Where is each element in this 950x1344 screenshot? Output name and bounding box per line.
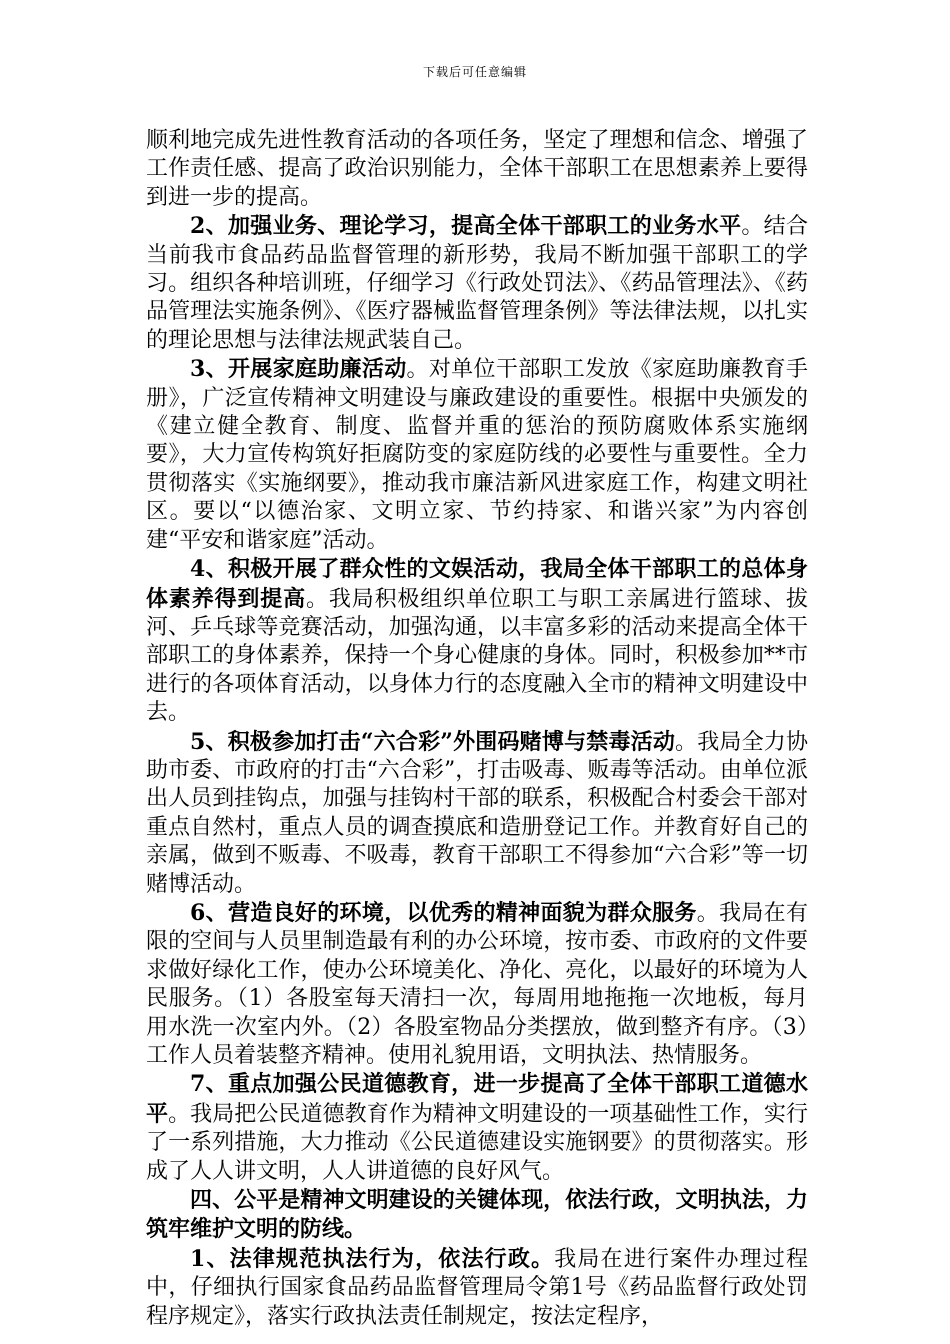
- page-header: 下载后可任意编辑: [422, 65, 527, 79]
- paragraph-5-lead: 5、积极参加打击“六合彩”外围码赌博与禁毒活动: [190, 728, 676, 755]
- section-heading-4-lead: 四、公平是精神文明建设的关键体现，依法行政，文明执法，力筑牢维护文明的防线。: [146, 1187, 808, 1243]
- paragraph-7: [146, 1070, 808, 1186]
- document-body: [146, 126, 808, 1331]
- section-heading-4: [146, 1186, 808, 1245]
- paragraph-7-lead: 7、重点加强公民道德教育，进一步提高了全体干部职工道德水平: [146, 1071, 808, 1127]
- paragraph-6-lead: 6、营造良好的环境，以优秀的精神面貌为群众服务: [190, 899, 697, 926]
- paragraph-3-text: 。对单位干部职工发放《家庭助廉教育手册》，广泛宣传精神文明建设与廉政建设的重要性。根据中央颁发的《建立健全教育、制度、监督并重的惩治的预防腐败体系实施纲要》，大力宣传构筑好拒腐防变的家庭防线的必要性与重要性。全力贯彻落实《实施纲要》，推动我市廉洁新风进家庭工作，构建文明社区。要以“以德治家、文明立家、节约持家、和谐兴家”为内容创建“平安和谐家庭”活动。: [146, 357, 808, 553]
- paragraph-4-text: 。我局积极组织单位职工与职工亲属进行篮球、拔河、乒乓球等竞赛活动，加强沟通，以丰富多彩的活动来提高全体干部职工的身体素养，保持一个身心健康的身体。同时，积极参加**市进行的各项体育活动，以身体力行的态度融入全市的精神文明建设中去。: [146, 586, 808, 726]
- paragraph-8: [146, 1245, 808, 1331]
- paragraph-2-lead: 2、加强业务、理论学习，提高全体干部职工的业务水平: [190, 213, 742, 240]
- paragraph-6-text: 。我局在有限的空间与人员里制造最有利的办公环境，按市委、市政府的文件要求做好绿化工作，使办公环境美化、净化、亮化，以最好的环境为人民服务。（1）各股室每天清扫一次，每周用地拖拖一次地板，每月用水洗一次室内外。（2）各股室物品分类摆放，做到整齐有序。（3）工作人员着装整齐精神。使用礼貌用语，文明执法、热情服务。: [146, 900, 808, 1068]
- paragraph-3: [146, 355, 808, 555]
- paragraph-5: [146, 728, 808, 899]
- paragraph-7-text: 。我局把公民道德教育作为精神文明建设的一项基础性工作，实行了一系列措施，大力推动《公民道德建设实施钢要》的贯彻落实。形成了人人讲文明，人人讲道德的良好风气。: [146, 1101, 808, 1184]
- paragraph-8-text: 我局在进行案件办理过程中，仔细执行国家食品药品监督管理局令第1号《药品监督行政处罚程序规定》，落实行政执法责任制规定，按法定程序，: [146, 1246, 808, 1329]
- paragraph-3-lead: 3、开展家庭助廉活动: [190, 356, 407, 383]
- paragraph-6: [146, 899, 808, 1070]
- paragraph-8-lead: 1、法律规范执法行为，依法行政。: [190, 1245, 555, 1272]
- paragraph-2-text: 。结合当前我市食品药品监督管理的新形势，我局不断加强干部职工的学习。组织各种培训班，仔细学习《行政处罚法》、《药品管理法》、《药品管理法实施条例》、《医疗器械监督管理条例》等法律法规，以扎实的理论思想与法律法规武装自己。: [146, 214, 808, 353]
- paragraph-2: [146, 212, 808, 355]
- paragraph-4-lead: 4、积极开展了群众性的文娱活动，我局全体干部职工的总体身体素养得到提高: [146, 556, 808, 612]
- paragraph-1: [146, 126, 808, 212]
- paragraph-1-text: 顺利地完成先进性教育活动的各项任务，坚定了理想和信念、增强了工作责任感、提高了政治识别能力，全体干部职工在思想素养上要得到进一步的提高。: [146, 128, 808, 210]
- paragraph-4: [146, 555, 808, 727]
- paragraph-5-text: 。我局全力协助市委、市政府的打击“六合彩”，打击吸毒、贩毒等活动。由单位派出人员到挂钩点，加强与挂钩村干部的联系，积极配合村委会干部对重点自然村，重点人员的调查摸底和造册登记工作。并教育好自己的亲属，做到不贩毒、不吸毒，教育干部职工不得参加“六合彩”等一切赌博活动。: [146, 729, 808, 897]
